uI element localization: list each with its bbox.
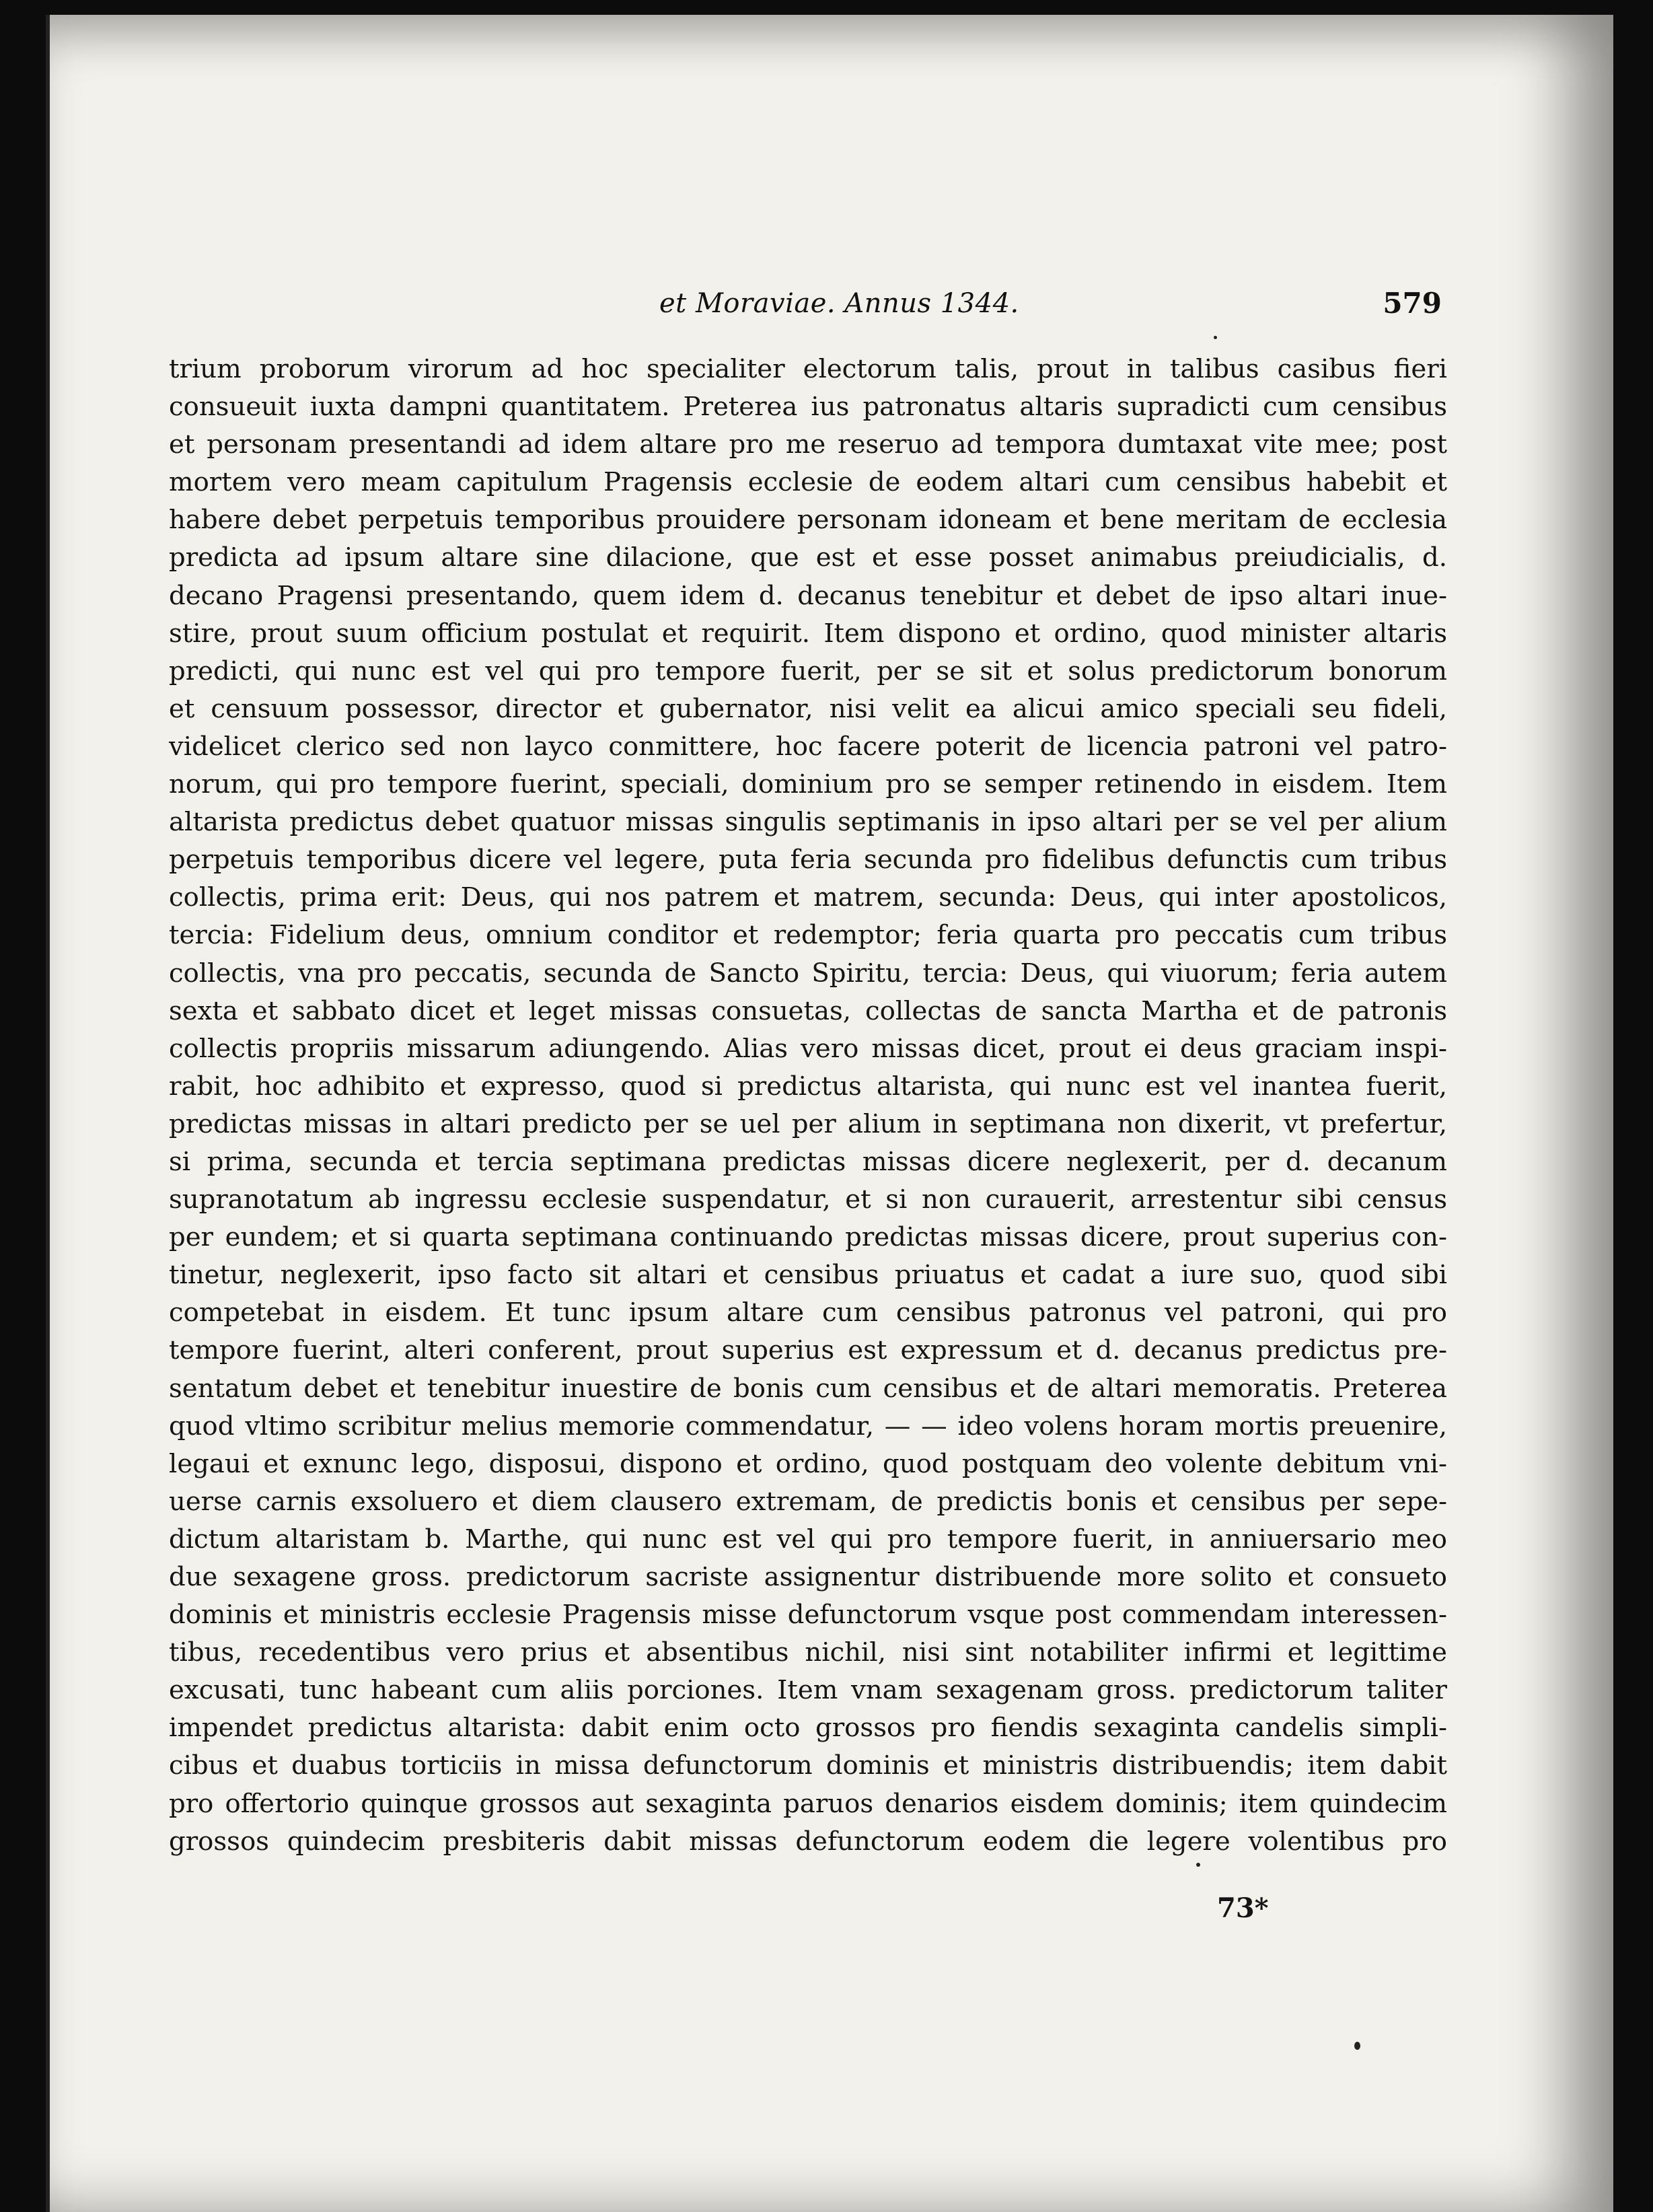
text-line: quod vltimo scribitur melius memorie commendatur, — — ideo volens horam mortis preuenire, [169,1411,1447,1441]
signature-mark: 73* [1217,1892,1269,1924]
running-title: et Moraviae. Annus 1344. [659,288,1019,319]
running-header [167,283,1442,323]
text-line: sexta et sabbato dicet et leget missas consuetas, collectas de sancta Martha et de patronis [169,995,1447,1026]
text-line: si prima, secunda et tercia septimana predictas missas dicere neglexerit, per d. decanum [169,1146,1447,1177]
text-line: legaui et exnunc lego, disposui, dispono et ordino, quod postquam deo volente debitum vni- [169,1448,1447,1479]
text-line: excusati, tunc habeant cum aliis porciones. Item vnam sexagenam gross. predictorum taliter [169,1675,1447,1706]
text-line: trium proborum virorum ad hoc specialiter electorum talis, prout in talibus casibus fieri [169,354,1447,384]
text-line: predictas missas in altari predicto per se uel per alium in septimana non dixerit, vt prefertur, [169,1108,1447,1139]
text-line: predicti, qui nunc est vel qui pro tempore fuerit, per se sit et solus predictorum bonorum [169,655,1447,686]
text-line: norum, qui pro tempore fuerint, speciali, dominium pro se semper retinendo in eisdem. Item [169,769,1447,800]
text-line: cibus et duabus torticiis in missa defunctorum dominis et ministris distribuendis; item dabit [169,1750,1447,1781]
ink-speck [1354,2042,1360,2050]
text-line: et personam presentandi ad idem altare pro me reseruo ad tempora dumtaxat vite mee; post [169,429,1447,460]
text-line: predicta ad ipsum altare sine dilacione, que est et esse posset animabus preiudicialis, d. [169,542,1447,573]
text-line: consueuit iuxta dampni quantitatem. Preterea ius patronatus altaris supradicti cum censibus [169,392,1447,423]
text-line: uerse carnis exsoluero et diem clausero extremam, de predictis bonis et censibus per sepe- [169,1486,1447,1517]
text-line: habere debet perpetuis temporibus prouidere personam idoneam et bene meritam de ecclesia [169,505,1447,536]
text-line: rabit, hoc adhibito et expresso, quod si predictus altarista, qui nunc est vel inantea fuerit, [169,1071,1447,1102]
text-line: due sexagene gross. predictorum sacriste assignentur distribuende more solito et consueto [169,1562,1447,1592]
text-line: pro offertorio quinque grossos aut sexaginta paruos denarios eisdem dominis; item quindecim [169,1788,1447,1819]
text-line: tinetur, neglexerit, ipso facto sit altari et censibus priuatus et cadat a iure suo, quod sibi [169,1260,1447,1291]
text-line: perpetuis temporibus dicere vel legere, puta feria secunda pro fidelibus defunctis cum tribus [169,845,1447,876]
text-line: collectis propriis missarum adiungendo. Alias vero missas dicet, prout ei deus graciam inspi- [169,1033,1447,1064]
page-number: 579 [1383,287,1442,320]
ink-speck [1214,336,1217,339]
body-text [169,351,1447,1898]
document-page [46,15,1613,2212]
text-line: dominis et ministris ecclesie Pragensis misse defunctorum vsque post commendam interessen- [169,1600,1447,1631]
ink-speck [1196,1863,1200,1867]
text-line: stire, prout suum officium postulat et requirit. Item dispono et ordino, quod minister altaris [169,618,1447,649]
text-line: per eundem; et si quarta septimana continuando predictas missas dicere, prout superius con- [169,1222,1447,1253]
text-line: altarista predictus debet quatuor missas singulis septimanis in ipso altari per se vel per alium [169,807,1447,838]
text-line: mortem vero meam capitulum Pragensis ecclesie de eodem altari cum censibus habebit et [169,467,1447,498]
text-line: decano Pragensi presentando, quem idem d. decanus tenebitur et debet de ipso altari inue- [169,580,1447,611]
text-line: videlicet clerico sed non layco conmittere, hoc facere poterit de licencia patroni vel patro- [169,731,1447,762]
text-line: tempore fuerint, alteri conferent, prout superius est expressum et d. decanus predictus pre- [169,1335,1447,1366]
text-line: collectis, vna pro peccatis, secunda de Sancto Spiritu, tercia: Deus, qui viuorum; feria autem [169,958,1447,989]
text-line: sentatum debet et tenebitur inuestire de bonis cum censibus et de altari memoratis. Preterea [169,1373,1447,1404]
text-line: grossos quindecim presbiteris dabit missas defunctorum eodem die legere volentibus pro [169,1826,1447,1857]
binding-gutter [46,15,50,2212]
text-line: dictum altaristam b. Marthe, qui nunc est vel qui pro tempore fuerit, in anniuersario meo [169,1524,1447,1555]
text-line: supranotatum ab ingressu ecclesie suspendatur, et si non curauerit, arrestentur sibi census [169,1184,1447,1215]
text-line: collectis, prima erit: Deus, qui nos patrem et matrem, secunda: Deus, qui inter apostolicos, [169,882,1447,913]
text-line: competebat in eisdem. Et tunc ipsum altare cum censibus patronus vel patroni, qui pro [169,1297,1447,1328]
text-line: tercia: Fidelium deus, omnium conditor et redemptor; feria quarta pro peccatis cum tribus [169,920,1447,951]
text-line: tibus, recedentibus vero prius et absentibus nichil, nisi sint notabiliter infirmi et legittime [169,1637,1447,1668]
text-line: et censuum possessor, director et gubernator, nisi velit ea alicui amico speciali seu fideli, [169,693,1447,724]
text-line: impendet predictus altarista: dabit enim octo grossos pro fiendis sexaginta candelis simpli- [169,1713,1447,1744]
